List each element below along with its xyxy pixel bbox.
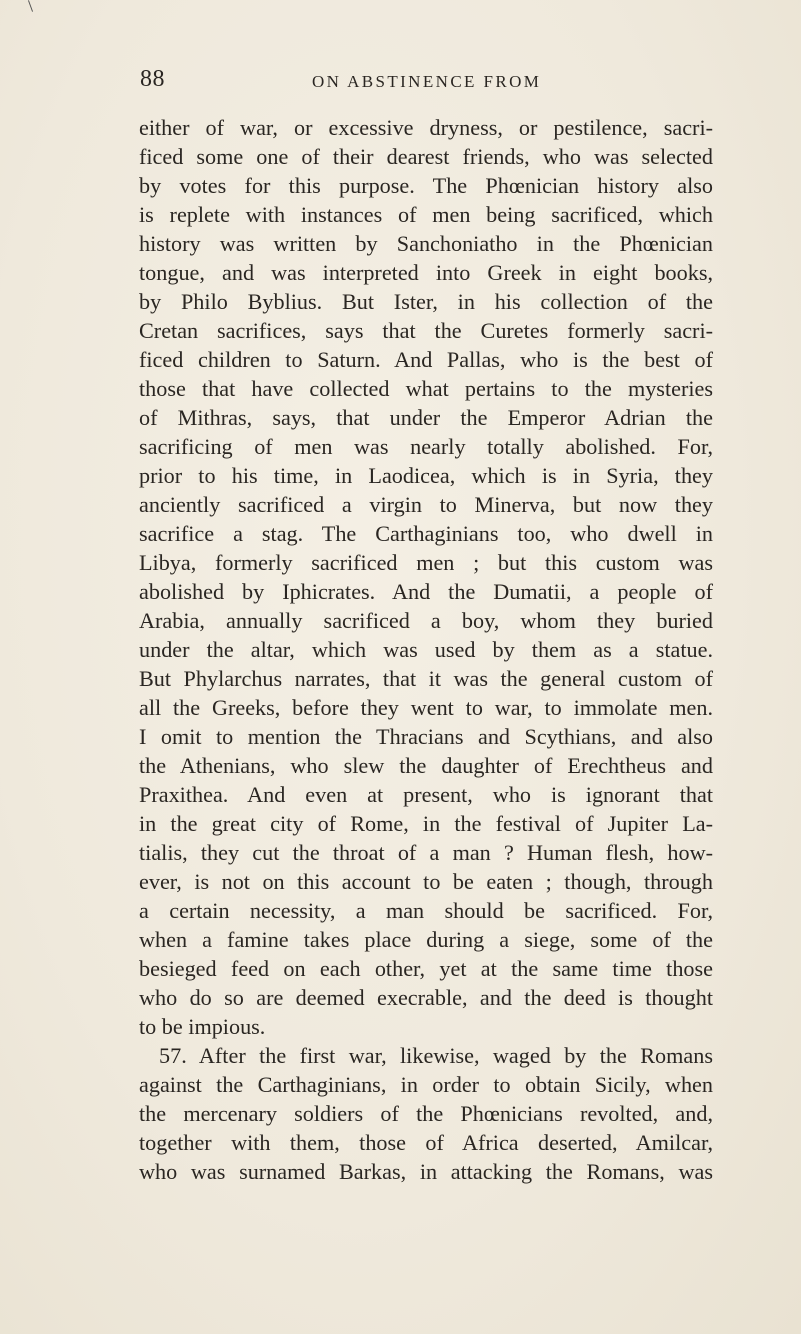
text-line: Cretan sacrifices, says that the Curetes formerly sacri-: [139, 318, 713, 343]
text-line: tongue, and was interpreted into Greek in eight books,: [139, 260, 713, 285]
text-line: sacrificing of men was nearly totally abolished. For,: [139, 434, 713, 459]
text-line: ever, is not on this account to be eaten ; though, through: [139, 869, 713, 894]
text-line: against the Carthaginians, in order to obtain Sicily, when: [139, 1072, 713, 1097]
text-line: under the altar, which was used by them as a statue.: [139, 637, 713, 662]
text-line: who do so are deemed execrable, and the deed is thought: [139, 985, 713, 1010]
page-header: [140, 66, 700, 96]
text-line: sacrifice a stag. The Carthaginians too, who dwell in: [139, 521, 713, 546]
text-line: ficed children to Saturn. And Pallas, who is the best of: [139, 347, 713, 372]
text-line: Praxithea. And even at present, who is ignorant that: [139, 782, 713, 807]
text-line: Arabia, annually sacrificed a boy, whom they buried: [139, 608, 713, 633]
text-line: either of war, or excessive dryness, or pestilence, sacri-: [139, 115, 713, 140]
text-line: But Phylarchus narrates, that it was the general custom of: [139, 666, 713, 691]
text-line: when a famine takes place during a siege, some of the: [139, 927, 713, 952]
text-line: anciently sacrificed a virgin to Minerva, but now they: [139, 492, 713, 517]
section-start-line: 57. After the first war, likewise, waged by the Romans: [159, 1043, 713, 1068]
text-line: of Mithras, says, that under the Emperor Adrian the: [139, 405, 713, 430]
text-line: together with them, those of Africa deserted, Amilcar,: [139, 1130, 713, 1155]
text-line: who was surnamed Barkas, in attacking the Romans, was: [139, 1159, 713, 1184]
paragraph-end-line: to be impious.: [139, 1014, 266, 1039]
text-line: history was written by Sanchoniatho in the Phœnician: [139, 231, 713, 256]
text-line: in the great city of Rome, in the festival of Jupiter La-: [139, 811, 713, 836]
text-line: a certain necessity, a man should be sacrificed. For,: [139, 898, 713, 923]
text-line: by Philo Byblius. But Ister, in his collection of the: [139, 289, 713, 314]
page-number: 88: [140, 66, 165, 92]
text-line: tialis, they cut the throat of a man ? Human flesh, how-: [139, 840, 713, 865]
text-line: the Athenians, who slew the daughter of Erechtheus and: [139, 753, 713, 778]
text-line: by votes for this purpose. The Phœnician history also: [139, 173, 713, 198]
text-line: all the Greeks, before they went to war, to immolate men.: [139, 695, 713, 720]
text-line: abolished by Iphicrates. And the Dumatii, a people of: [139, 579, 713, 604]
running-head: ON ABSTINENCE FROM: [312, 72, 542, 91]
text-line: ficed some one of their dearest friends, who was selected: [139, 144, 713, 169]
text-line: those that have collected what pertains to the mysteries: [139, 376, 713, 401]
body-text: [139, 113, 713, 1186]
text-line: Libya, formerly sacrificed men ; but this custom was: [139, 550, 713, 575]
text-line: the mercenary soldiers of the Phœnicians revolted, and,: [139, 1101, 713, 1126]
text-line: is replete with instances of men being sacrificed, which: [139, 202, 713, 227]
text-line: I omit to mention the Thracians and Scythians, and also: [139, 724, 713, 749]
text-line: prior to his time, in Laodicea, which is in Syria, they: [139, 463, 713, 488]
text-line: besieged feed on each other, yet at the same time those: [139, 956, 713, 981]
ink-mark: [28, 0, 33, 12]
